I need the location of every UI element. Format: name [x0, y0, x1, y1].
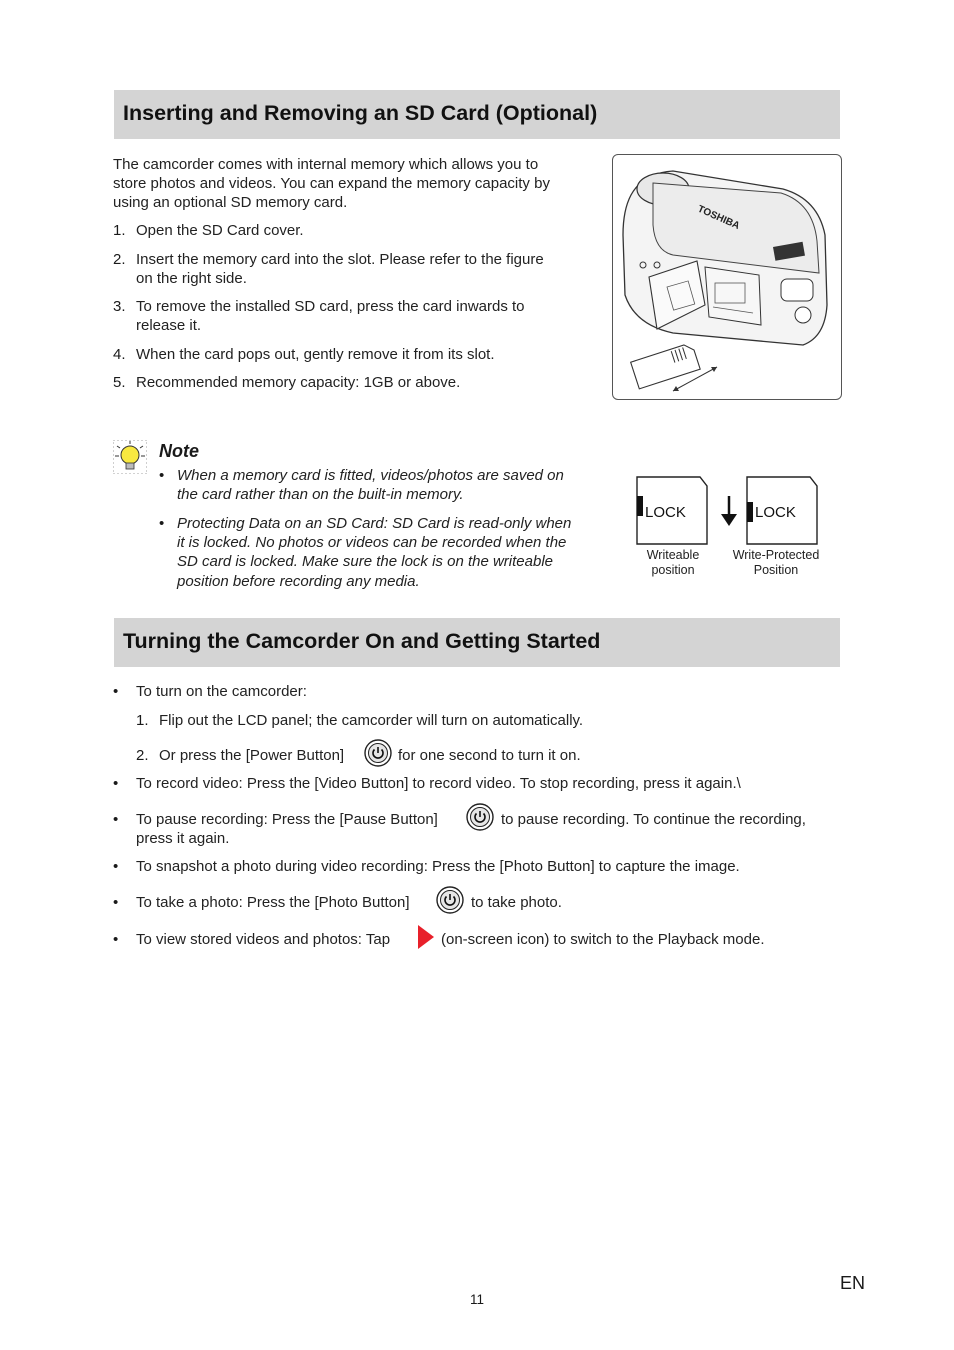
brand-logo: TOSHIBA	[695, 203, 742, 232]
step-number: 2.	[113, 251, 126, 268]
section-header-sd-card	[114, 90, 840, 139]
item-record: To record video: Press the [Video Button] to record video. To stop recording, press it again.\	[136, 775, 741, 792]
item-turn-on: To turn on the camcorder:	[136, 683, 307, 700]
note-line: When a memory card is fitted, videos/photos are saved on	[177, 467, 564, 484]
intro-line-1: The camcorder comes with internal memory which allows you to	[113, 156, 539, 173]
caption-writeable-1: Writeable	[646, 548, 700, 562]
section-header-getting-started	[114, 618, 840, 667]
step-text: Insert the memory card into the slot. Please refer to the figure	[136, 251, 544, 268]
step-text: When the card pops out, gently remove it from its slot.	[136, 346, 495, 363]
step-number: 3.	[113, 298, 126, 315]
intro-line-2: store photos and videos. You can expand the memory capacity by	[113, 175, 550, 192]
step-text: release it.	[136, 317, 202, 334]
camcorder-sd-figure	[612, 154, 842, 400]
step-number: 5.	[113, 374, 126, 391]
item-snapshot: To snapshot a photo during video recording: Press the [Photo Button] to capture the image.	[136, 858, 740, 875]
item-power-a: Or press the [Power Button]	[159, 747, 345, 764]
lightbulb-icon	[113, 440, 147, 474]
page-number: 11	[469, 1292, 484, 1307]
pause-button-icon	[466, 803, 494, 831]
sub-number: 2.	[136, 747, 149, 764]
step-text: To remove the installed SD card, press the card inwards to	[136, 298, 525, 315]
bullet-char: •	[113, 931, 119, 948]
lock-label-writeable: LOCK	[645, 504, 686, 521]
item-view-b: (on-screen icon) to switch to the Playback mode.	[441, 931, 765, 948]
caption-writeable-2: position	[651, 563, 695, 577]
step-text: Open the SD Card cover.	[136, 222, 304, 239]
bullet-char: •	[113, 858, 119, 875]
note-line: the card rather than on the built-in memory.	[177, 486, 464, 503]
bullet-char: •	[113, 775, 119, 792]
item-photo-a: To take a photo: Press the [Photo Button]	[136, 894, 410, 911]
bullet-char: •	[113, 811, 119, 828]
sub-number: 1.	[136, 712, 149, 729]
bullet-char: •	[113, 683, 119, 700]
playback-icon	[416, 924, 436, 950]
item-pause-b: to pause recording. To continue the recording,	[501, 811, 806, 828]
note-line: it is locked. No photos or videos can be recorded when the	[177, 534, 567, 551]
step-number: 4.	[113, 346, 126, 363]
intro-line-3: using an optional SD memory card.	[113, 194, 348, 211]
item-power-b: for one second to turn it on.	[398, 747, 581, 764]
item-photo-b: to take photo.	[471, 894, 562, 911]
bullet-char: •	[159, 515, 165, 532]
item-pause-c: press it again.	[136, 830, 230, 847]
caption-protected-2: Position	[753, 563, 799, 577]
section-title: Inserting and Removing an SD Card (Optional)	[123, 101, 598, 125]
step-number: 1.	[113, 222, 126, 239]
bullet-char: •	[113, 894, 119, 911]
photo-button-icon	[436, 886, 464, 914]
step-text: on the right side.	[136, 270, 247, 287]
note-line: SD card is locked. Make sure the lock is on the writeable	[177, 553, 554, 570]
camcorder-illustration	[613, 155, 841, 399]
step-text: Recommended memory capacity: 1GB or above.	[136, 374, 461, 391]
sd-lock-figure	[630, 472, 830, 552]
bullet-char: •	[159, 467, 165, 484]
language-tag: EN	[840, 1273, 866, 1293]
item-pause-a: To pause recording: Press the [Pause Button]	[136, 811, 438, 828]
item-view-a: To view stored videos and photos: Tap	[136, 931, 391, 948]
lock-label-protected: LOCK	[755, 504, 796, 521]
note-title: Note	[159, 441, 199, 461]
caption-protected-1: Write-Protected	[732, 548, 820, 562]
section-title: Turning the Camcorder On and Getting Started	[123, 629, 601, 653]
note-line: Protecting Data on an SD Card: SD Card is read-only when	[177, 515, 572, 532]
note-line: position before recording any media.	[177, 573, 420, 590]
power-button-icon	[364, 739, 392, 767]
item-flip-lcd: Flip out the LCD panel; the camcorder will turn on automatically.	[159, 712, 584, 729]
